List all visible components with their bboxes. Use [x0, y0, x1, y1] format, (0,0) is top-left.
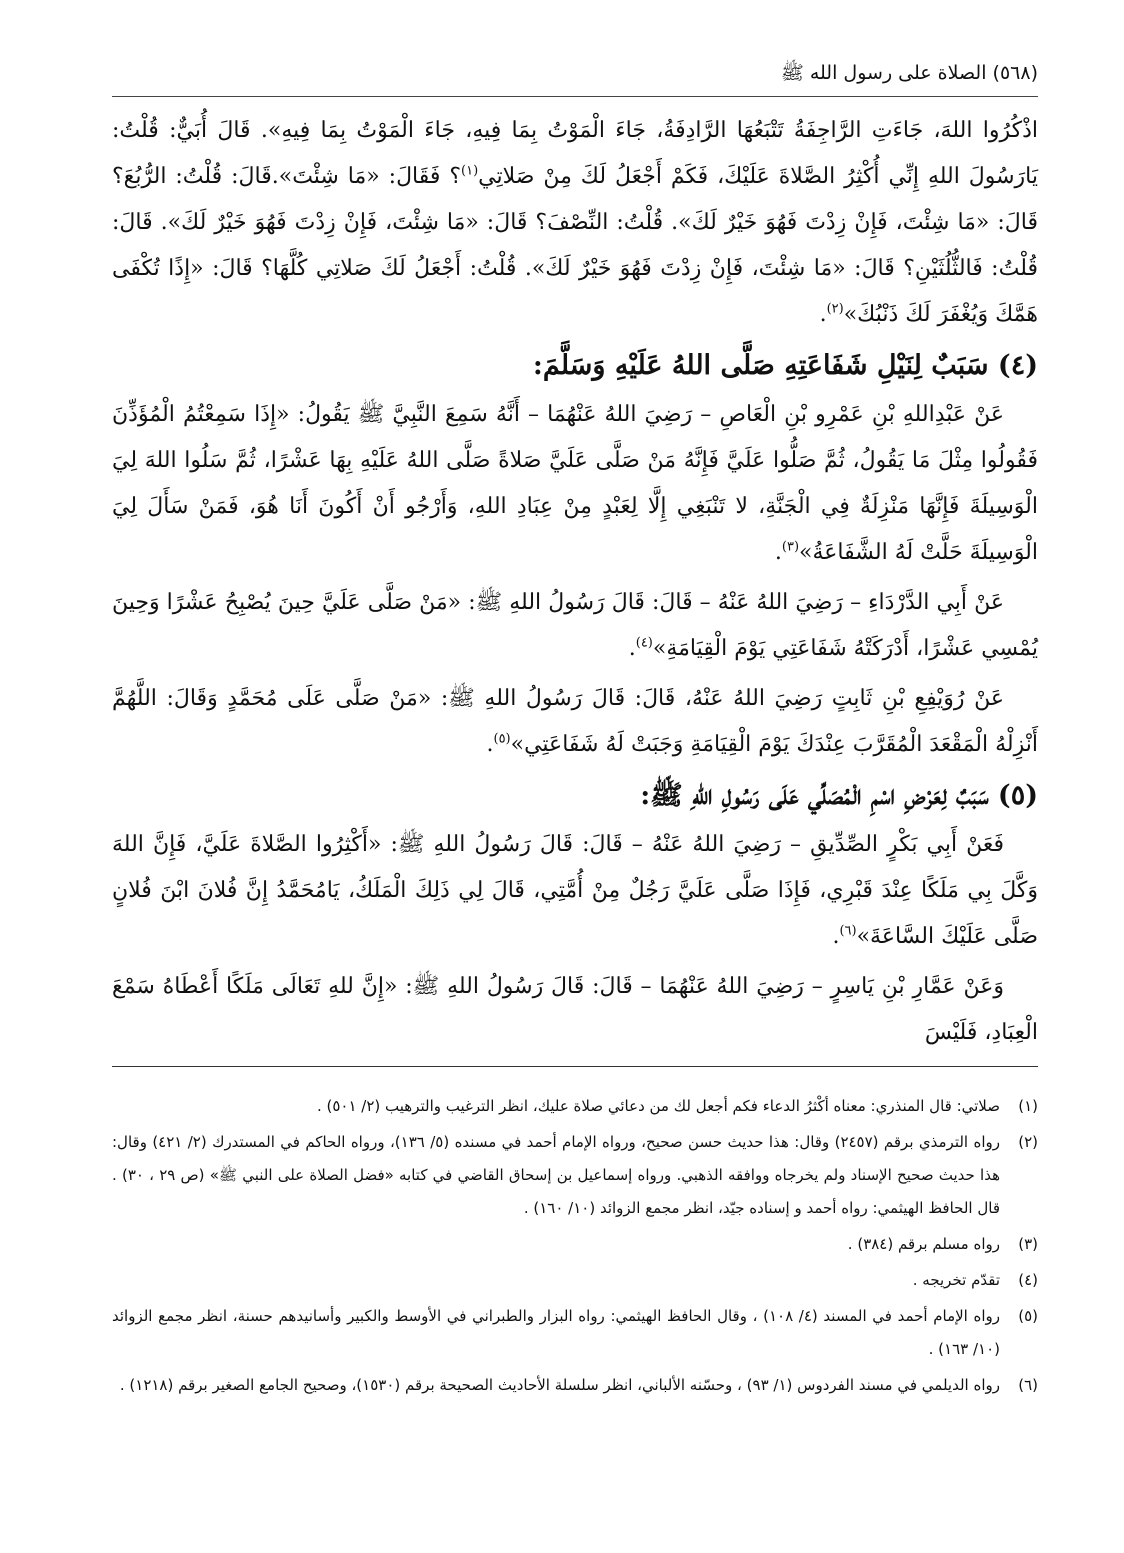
paragraph-text: عَنْ عَبْدِاللهِ بْنِ عَمْرِو بْنِ الْعَاصِ – رَضِيَ اللهُ عَنْهُمَا – أَنَّهُ سَمِعَ النَّبِيَّ ﷺ يَقُولُ: «إِذَا سَمِعْتُمُ الْمُؤَذِّنَ فَقُولُوا مِثْلَ مَا يَقُولُ، ثُمَّ صَلُّوا عَلَيَّ فَإِنَّهُ مَنْ صَلَّى عَلَيَّ صَلاةً صَلَّى اللهُ عَلَيْهِ بِهَا عَشْرًا، ثُمَّ سَلُوا اللهَ لِيَ الْوَسِيلَةَ فَإِنَّهَا مَنْزِلَةٌ فِي الْجَنَّةِ، لا تَنْبَغِي إِلَّا لِعَبْدٍ مِنْ عِبَادِ اللهِ، وَأَرْجُو أَنْ أَكُونَ أَنَا هُوَ، فَمَنْ سَأَلَ لِيَ الْوَسِيلَةَ حَلَّتْ لَهُ الشَّفَاعَةُ» [112, 402, 1038, 565]
section-heading-5: (٥) سَبَبٌ لِعَرْضِ اسْمِ الْمُصَلِّي عَلَى رَسُولِ اللهِ ﷺ: [640, 780, 1038, 811]
footnote-4 [112, 1264, 1038, 1297]
header-rule [112, 96, 1038, 97]
footnote-number: (٤) [1018, 1271, 1038, 1289]
paragraph-end: . [819, 302, 827, 327]
main-text [112, 108, 1038, 1060]
footnote-ref[interactable]: (٥) [493, 731, 511, 747]
paragraph-text: ؟ فَقَالَ: «مَا شِئْتَ».قَالَ: قُلْتُ: الرُّبُعَ؟ قَالَ: «مَا شِئْتَ، فَإِنْ زِدْتَ فَهُوَ خَيْرٌ لَكَ». قُلْتُ: النِّصْفَ؟ قَالَ: «مَا شِئْتَ، فَإِنْ زِدْتَ فَهُوَ خَيْرٌ لَكَ». قَالَ: قُلْتُ: فَالثُّلُثَيْنِ؟ قَالَ: «مَا شِئْتَ، فَإِنْ زِدْتَ فَهُوَ خَيْرٌ لَكَ». قُلْتُ: أَجْعَلُ لَكَ صَلاتِي كُلَّهَا؟ قَالَ: «إِذًا تُكْفَى هَمَّكَ وَيُغْفَرَ لَكَ ذَنْبُكَ» [112, 164, 1038, 327]
footnote-number: (١) [1018, 1097, 1038, 1115]
footnote-3 [112, 1228, 1038, 1261]
paragraph-text: عَنْ أَبِي الدَّرْدَاءِ – رَضِيَ اللهُ عَنْهُ – قَالَ: قَالَ رَسُولُ اللهِ ﷺ: «مَنْ صَلَّى عَلَيَّ حِينَ يُصْبِحُ عَشْرًا وَحِينَ يُمْسِي عَشْرًا، أَدْرَكَتْهُ شَفَاعَتِي يَوْمَ الْقِيَامَةِ» [112, 590, 1038, 661]
footnote-text: رواه الإمام أحمد في المسند (٤/ ١٠٨) ، وقال الحافظ الهيثمي: رواه البزار والطبراني في الأوسط والكبير وأسانيدهم حسنة، انظر مجمع الزوائد (١٠/ ١٦٣) . [112, 1307, 1001, 1358]
footnote-ref[interactable]: (٤) [635, 635, 653, 651]
paragraph-text: وَعَنْ عَمَّارِ بْنِ يَاسِرٍ – رَضِيَ اللهُ عَنْهُمَا – قَالَ: قَالَ رَسُولُ اللهِ ﷺ: «إِنَّ للهِ تَعَالَى مَلَكًا أَعْطَاهُ سَمْعَ الْعِبَادِ، فَلَيْسَ [112, 974, 1038, 1045]
footnote-number: (٣) [1018, 1235, 1038, 1253]
footnote-2 [112, 1126, 1038, 1225]
paragraph-ubayy-hadith [112, 108, 1038, 338]
footnote-ref[interactable]: (٢) [826, 301, 844, 317]
footnote-1 [112, 1090, 1038, 1123]
footnote-separator [112, 1066, 1038, 1067]
footnote-text: رواه الديلمي في مسند الفردوس (١/ ٩٣) ، وحسّنه الألباني، انظر سلسلة الأحاديث الصحيحة برقم (١٥٣٠)، وصحيح الجامع الصغير برقم (١٢١٨) . [119, 1376, 1000, 1394]
footnote-text: صلاتي: قال المنذري: معناه أكْثرُ الدعاء فكم أجعل لك من دعائي صلاة عليك، انظر الترغيب والترهيب (٢/ ٥٠١) . [316, 1097, 1000, 1115]
footnote-text: تقدّم تخريجه . [912, 1271, 1000, 1289]
paragraph-end: . [832, 924, 840, 949]
footnote-6 [112, 1369, 1038, 1402]
footnote-number: (٥) [1018, 1307, 1038, 1325]
footnote-text: رواه مسلم برقم (٣٨٤) . [847, 1235, 1000, 1253]
paragraph-abu-bakr-hadith [112, 822, 1038, 960]
footnote-ref[interactable]: (٣) [781, 539, 800, 555]
paragraph-text: فَعَنْ أَبِي بَكْرٍ الصِّدِّيقِ – رَضِيَ اللهُ عَنْهُ – قَالَ: قَالَ رَسُولُ اللهِ ﷺ: «أَكْثِرُوا الصَّلاةَ عَلَيَّ، فَإِنَّ اللهَ وَكَّلَ بِي مَلَكًا عِنْدَ قَبْرِي، فَإِذَا صَلَّى عَلَيَّ رَجُلٌ مِنْ أُمَّتِي، قَالَ لِي ذَلِكَ الْمَلَكُ، يَامُحَمَّدُ إِنَّ فُلانَ ابْنَ فُلانٍ صَلَّى عَلَيْكَ السَّاعَةَ» [112, 832, 1038, 949]
running-header: (٥٦٨) الصلاة على رسول الله ﷺ [780, 62, 1038, 84]
paragraph-ammar-hadith [112, 964, 1038, 1056]
paragraph-ruwayfi-hadith [112, 676, 1038, 768]
footnote-number: (٢) [1018, 1133, 1038, 1151]
paragraph-end: . [628, 636, 636, 661]
footnote-ref[interactable]: (٦) [839, 923, 857, 939]
paragraph-text: عَنْ رُوَيْفِعِ بْنِ ثَابِتٍ رَضِيَ اللهُ عَنْهُ، قَالَ: قَالَ رَسُولُ اللهِ ﷺ: «مَنْ صَلَّى عَلَى مُحَمَّدٍ وَقَالَ: اللَّهُمَّ أَنْزِلْهُ الْمَقْعَدَ الْمُقَرَّبَ عِنْدَكَ يَوْمَ الْقِيَامَةِ وَجَبَتْ لَهُ شَفَاعَتِي» [112, 686, 1038, 757]
paragraph-end: . [486, 732, 494, 757]
paragraph-abu-darda-hadith [112, 580, 1038, 672]
footnotes [112, 1090, 1038, 1405]
paragraph-abdullah-hadith [112, 392, 1038, 576]
section-heading-4: (٤) سَبَبٌ لِنَيْلِ شَفَاعَتِهِ صَلَّى اللهُ عَلَيْهِ وَسَلَّمَ: [532, 350, 1038, 381]
paragraph-end: . [774, 540, 782, 565]
paragraph-text: اذْكُرُوا اللهَ، جَاءَتِ الرَّاجِفَةُ تَتْبَعُهَا الرَّادِفَةُ، جَاءَ الْمَوْتُ بِمَا فِيهِ، جَاءَ الْمَوْتُ بِمَا فِيهِ». قَالَ أُبَيٌّ: قُلْتُ: يَارَسُولَ اللهِ إِنِّي أُكْثِرُ الصَّلاةَ عَلَيْكَ، فَكَمْ أَجْعَلُ لَكَ مِنْ صَلاتِي [112, 118, 1038, 189]
footnote-number: (٦) [1018, 1376, 1038, 1394]
footnote-5 [112, 1300, 1038, 1366]
footnote-ref[interactable]: (١) [461, 163, 479, 179]
footnote-text: رواه الترمذي برقم (٢٤٥٧) وقال: هذا حديث حسن صحيح، ورواه الإمام أحمد في مسنده (٥/ ١٣٦)، ورواه الحاكم في المستدرك (٢/ ٤٢١) وقال: هذا حديث صحيح الإسناد ولم يخرجاه ووافقه الذهبي. ورواه إسماعيل بن إسحاق القاضي في كتابه «فضل الصلاة على النبي ﷺ» (ص ٢٩ ، ٣٠) . قال الحافظ الهيثمي: رواه أحمد و إسناده جيّد، انظر مجمع الزوائد (١٠/ ١٦٠) . [112, 1133, 1000, 1217]
